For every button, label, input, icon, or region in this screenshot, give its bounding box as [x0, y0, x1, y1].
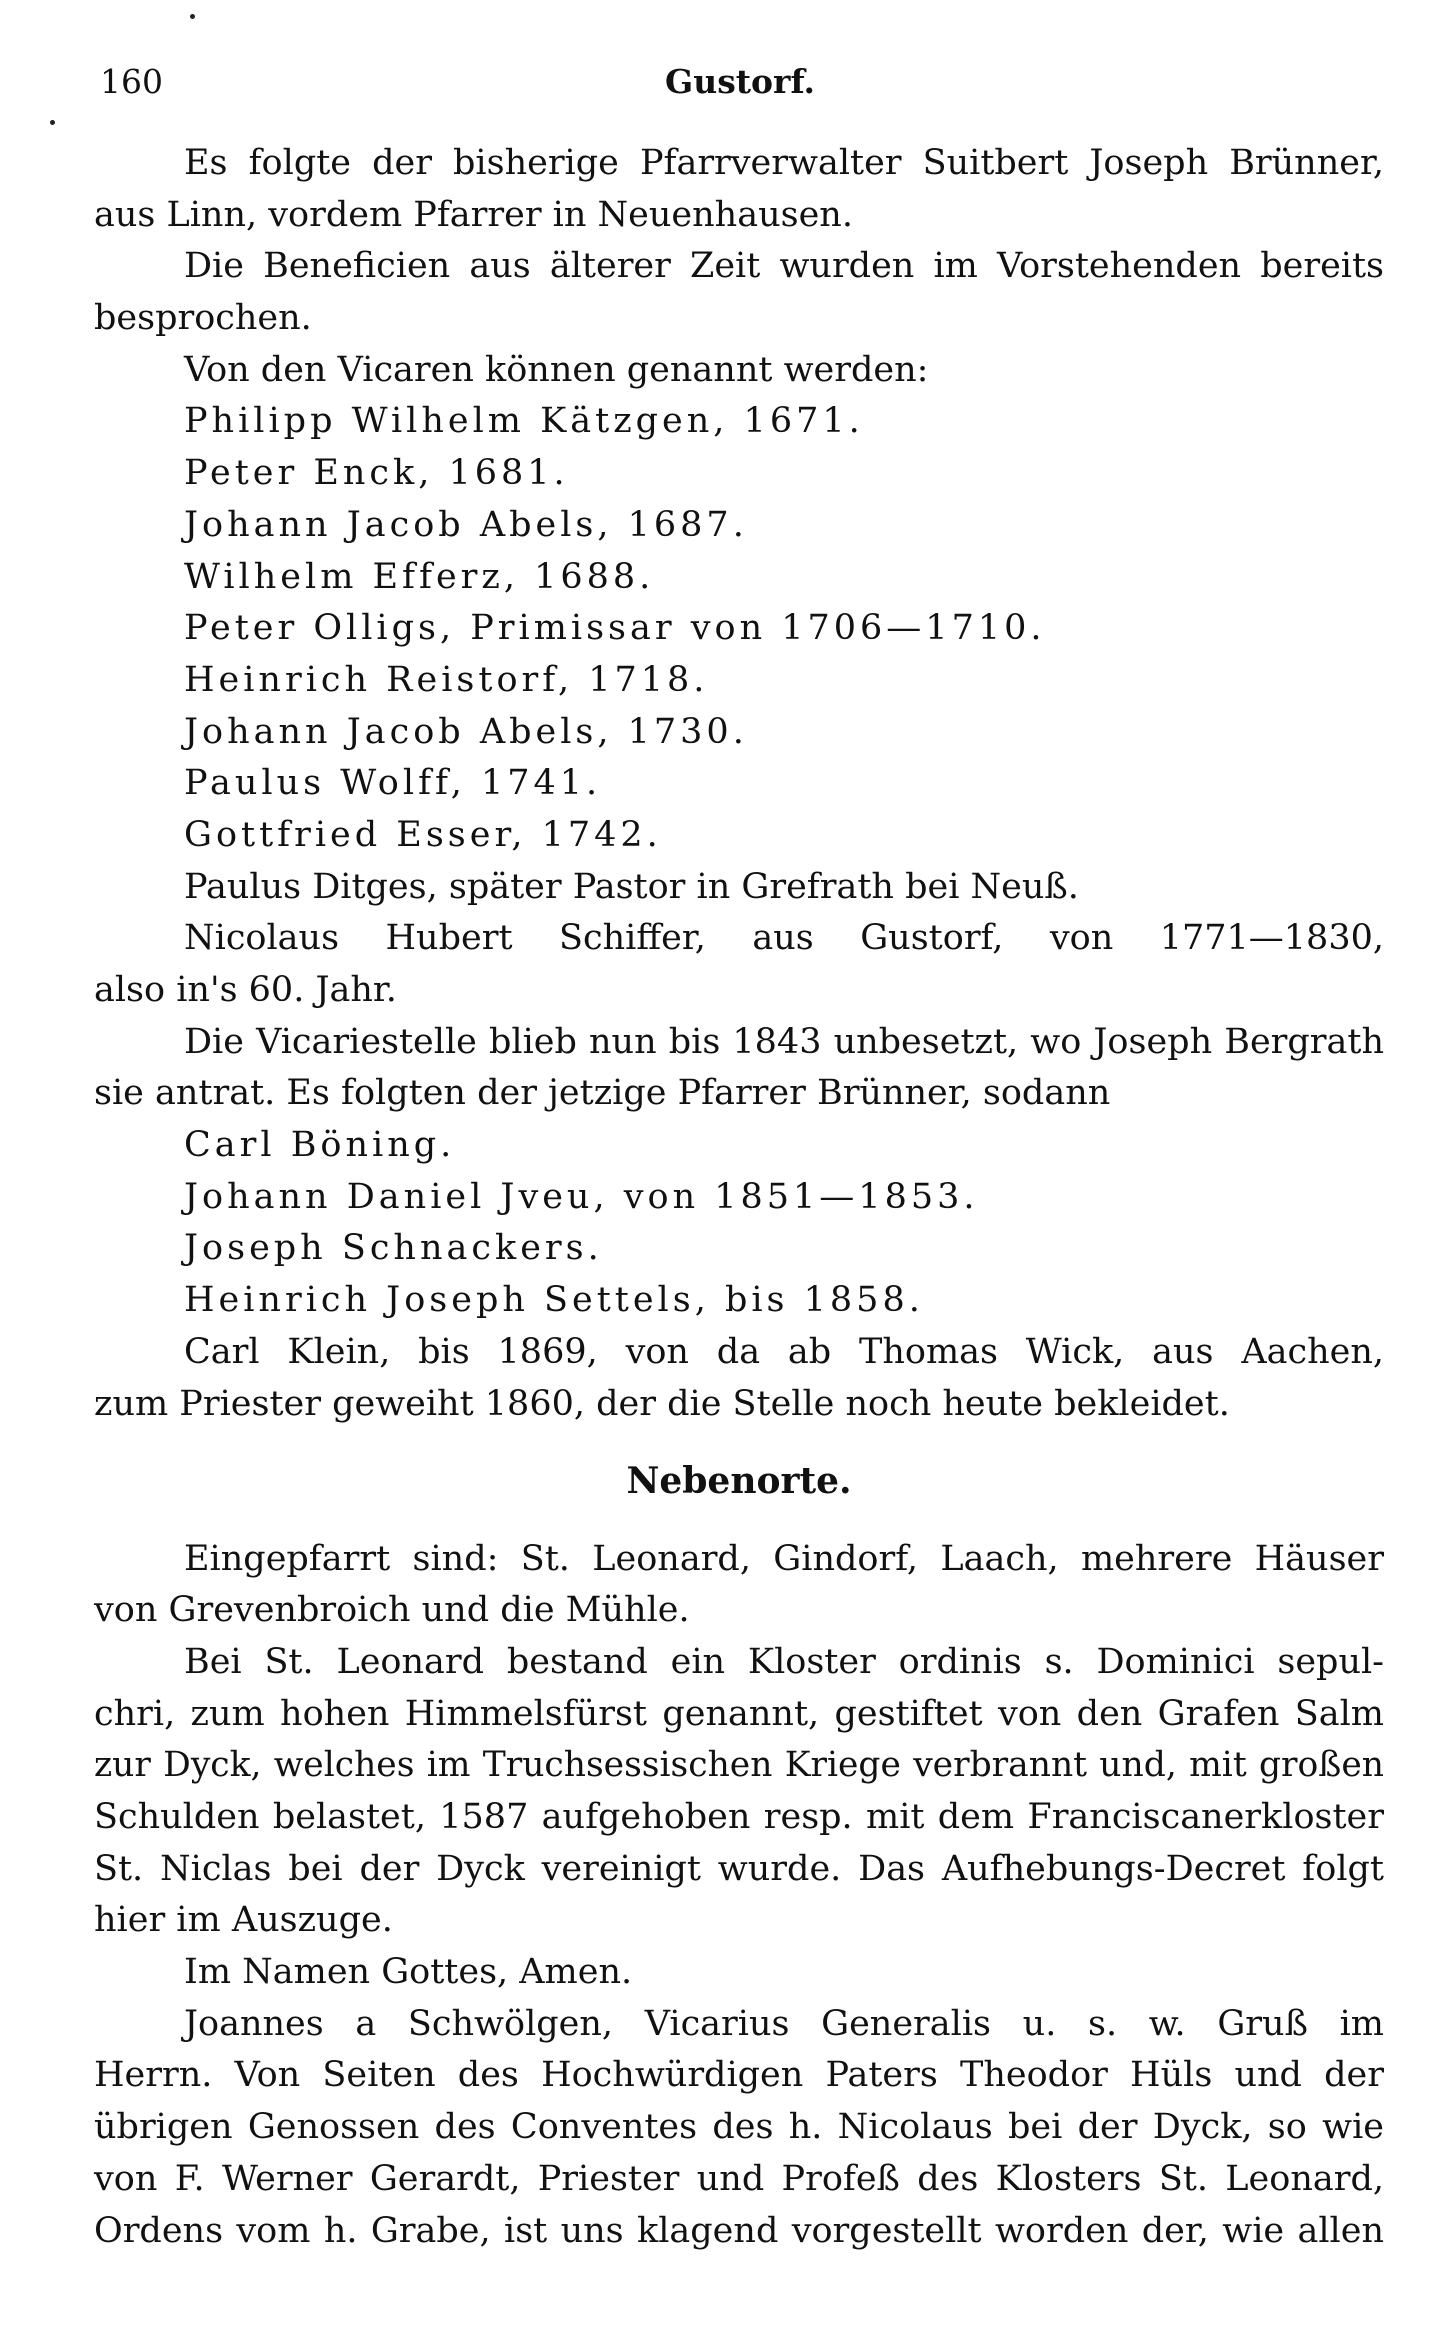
text-line: übrigen Genossen des Conventes des h. Nicolaus bei der Dyck, so wie — [94, 2107, 1384, 2148]
text-line: Von den Vicaren können genannt werden: — [184, 349, 929, 390]
vicar-entry: Johann Jacob Abels, 1687. — [184, 504, 748, 545]
body-text — [94, 138, 1384, 2257]
running-header — [100, 62, 1380, 122]
text-line: Joannes a Schwölgen, Vicarius Generalis u. s. w. Gruß im — [184, 2003, 1384, 2044]
scan-speck — [50, 120, 55, 125]
vicar-entry: Philipp Wilhelm Kätzgen, 1671. — [184, 401, 864, 442]
text-line: Im Namen Gottes, Amen. — [184, 1952, 633, 1993]
text-line: also in's 60. Jahr. — [94, 970, 397, 1010]
text-line: Eingepfarrt sind: St. Leonard, Gindorf, Laach, mehrere Häuser — [184, 1538, 1384, 1579]
text-line: Herrn. Von Seiten des Hochwürdigen Paters Theodor Hüls und der — [94, 2055, 1384, 2096]
vicar-entry: Carl Böning. — [184, 1125, 456, 1166]
vicar-entry: Gottfried Esser, 1742. — [184, 814, 662, 855]
text-line: zum Priester geweiht 1860, der die Stelle noch heute bekleidet. — [94, 1383, 1230, 1424]
text-line: sie antrat. Es folgten der jetzige Pfarrer Brünner, sodann — [94, 1073, 1111, 1114]
scan-speck — [190, 14, 195, 19]
page-number: 160 — [100, 62, 163, 101]
text-line: Bei St. Leonard bestand ein Kloster ordinis s. Dominici sepul- — [184, 1641, 1384, 1682]
text-line: chri, zum hohen Himmelsfürst genannt, gestiftet von den Grafen Salm — [94, 1693, 1384, 1734]
vicar-entry: Paulus Ditges, später Pastor in Grefrath bei Neuß. — [184, 866, 1079, 907]
text-line: Ordens vom h. Grabe, ist uns klagend vorgestellt worden der, wie allen — [94, 2210, 1384, 2251]
vicar-entry: Peter Enck, 1681. — [184, 453, 569, 494]
text-line: Es folgte der bisherige Pfarrverwalter Suitbert Joseph Brünner, — [184, 143, 1384, 183]
text-line: Schulden belastet, 1587 aufgehoben resp. mit dem Franciscanerkloster — [94, 1797, 1384, 1838]
text-line: aus Linn, vordem Pfarrer in Neuenhausen. — [94, 194, 853, 235]
vicar-entry: Paulus Wolff, 1741. — [184, 763, 602, 804]
text-line: von Grevenbroich und die Mühle. — [94, 1590, 690, 1631]
text-line: Die Beneficien aus älterer Zeit wurden im Vorstehenden bereits — [184, 246, 1384, 287]
text-line: von F. Werner Gerardt, Priester und Profeß des Klosters St. Leonard, — [94, 2158, 1384, 2199]
vicar-entry: Carl Klein, bis 1869, von da ab Thomas Wick, aus Aachen, — [184, 1331, 1384, 1372]
vicar-entry: Johann Daniel Jveu, von 1851—1853. — [184, 1176, 979, 1217]
text-line: besprochen. — [94, 298, 312, 339]
text-line: St. Niclas bei der Dyck vereinigt wurde. Das Aufhebungs-Decret folgt — [94, 1848, 1384, 1889]
vicar-entry: Joseph Schnackers. — [184, 1228, 603, 1269]
vicar-entry: Johann Jacob Abels, 1730. — [184, 711, 748, 752]
vicar-entry: Nicolaus Hubert Schiffer, aus Gustorf, von 1771—1830, — [184, 918, 1384, 959]
running-title: Gustorf. — [665, 62, 815, 101]
text-line: Die Vicariestelle blieb nun bis 1843 unbesetzt, wo Joseph Bergrath — [184, 1021, 1384, 1062]
vicar-entry: Heinrich Reistorf, 1718. — [184, 659, 709, 700]
vicar-entry: Heinrich Joseph Settels, bis 1858. — [184, 1280, 924, 1321]
section-heading: Nebenorte. — [626, 1460, 852, 1503]
vicar-entry: Peter Olligs, Primissar von 1706—1710. — [184, 608, 1046, 649]
vicar-entry: Wilhelm Efferz, 1688. — [184, 556, 655, 597]
text-line: hier im Auszuge. — [94, 1900, 393, 1941]
text-line: zur Dyck, welches im Truchsessischen Kriege verbrannt und, mit großen — [94, 1745, 1384, 1786]
